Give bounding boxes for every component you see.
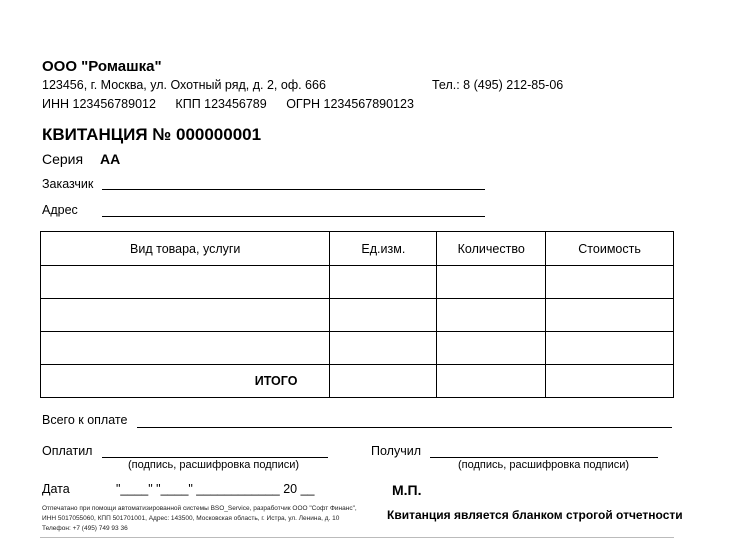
table-cell[interactable] <box>546 266 674 299</box>
total-row <box>41 365 674 398</box>
table-cell[interactable] <box>330 266 437 299</box>
table-cell[interactable] <box>437 365 546 398</box>
table-cell[interactable] <box>330 365 437 398</box>
table-cell[interactable] <box>41 266 330 299</box>
company-kpp: КПП 123456789 <box>175 97 267 111</box>
table-row <box>41 266 674 299</box>
total-label: ИТОГО <box>41 365 330 398</box>
series-label: Серия <box>42 151 84 167</box>
customer-line[interactable] <box>102 189 485 190</box>
table-header-row <box>41 232 674 266</box>
header-quantity: Количество <box>437 232 546 266</box>
table-row <box>41 332 674 365</box>
series-value: АА <box>100 151 121 167</box>
header-unit: Ед.изм. <box>330 232 437 266</box>
total-to-pay-label: Всего к оплате <box>42 413 128 427</box>
company-name: ООО "Ромашка" <box>42 58 162 75</box>
footer-requisites: ИНН 5017055060, КПП 501701001, Адрес: 143500, Московская область, г. Истра, ул. Ленина, д. 10 <box>42 515 340 522</box>
received-label: Получил <box>371 444 421 458</box>
customer-label: Заказчик <box>42 177 94 191</box>
address-label: Адрес <box>42 203 78 217</box>
footer-phone: Телефон: +7 (495) 749 93 36 <box>42 525 128 532</box>
paid-signature-line[interactable] <box>102 457 328 458</box>
company-address: 123456, г. Москва, ул. Охотный ряд, д. 2, оф. 666 <box>42 78 326 92</box>
company-phone: Тел.: 8 (495) 212-85-06 <box>432 78 564 92</box>
table-cell[interactable] <box>41 299 330 332</box>
received-signature-line[interactable] <box>430 457 658 458</box>
table-cell[interactable] <box>546 332 674 365</box>
footer-printed-by: Отпечатано при помощи автоматизированной системы BSO_Service, разработчик ООО "Софт Финанс", <box>42 505 357 512</box>
table-row <box>41 299 674 332</box>
header-cost: Стоимость <box>546 232 674 266</box>
table-cell[interactable] <box>330 299 437 332</box>
paid-label: Оплатил <box>42 444 93 458</box>
goods-table <box>40 231 674 398</box>
company-ids <box>42 97 430 111</box>
strict-reporting-note: Квитанция является бланком строгой отчетности <box>387 508 683 522</box>
table-cell[interactable] <box>41 332 330 365</box>
table-cell[interactable] <box>546 299 674 332</box>
date-field[interactable]: "____" "____" ____________ 20 __ <box>116 482 315 496</box>
table-cell[interactable] <box>437 266 546 299</box>
date-label: Дата <box>42 482 70 496</box>
total-to-pay-line[interactable] <box>137 427 672 428</box>
received-signature-hint: (подпись, расшифровка подписи) <box>458 459 630 471</box>
header-goods: Вид товара, услуги <box>41 232 330 266</box>
table-cell[interactable] <box>437 332 546 365</box>
table-cell[interactable] <box>330 332 437 365</box>
receipt-title: КВИТАНЦИЯ № 000000001 <box>42 125 262 144</box>
bottom-divider <box>40 537 674 538</box>
company-inn: ИНН 123456789012 <box>42 97 156 111</box>
table-cell[interactable] <box>437 299 546 332</box>
paid-signature-hint: (подпись, расшифровка подписи) <box>128 459 300 471</box>
stamp-place: М.П. <box>392 482 422 498</box>
company-ogrn: ОГРН 1234567890123 <box>286 97 414 111</box>
address-line[interactable] <box>102 216 485 217</box>
table-cell[interactable] <box>546 365 674 398</box>
